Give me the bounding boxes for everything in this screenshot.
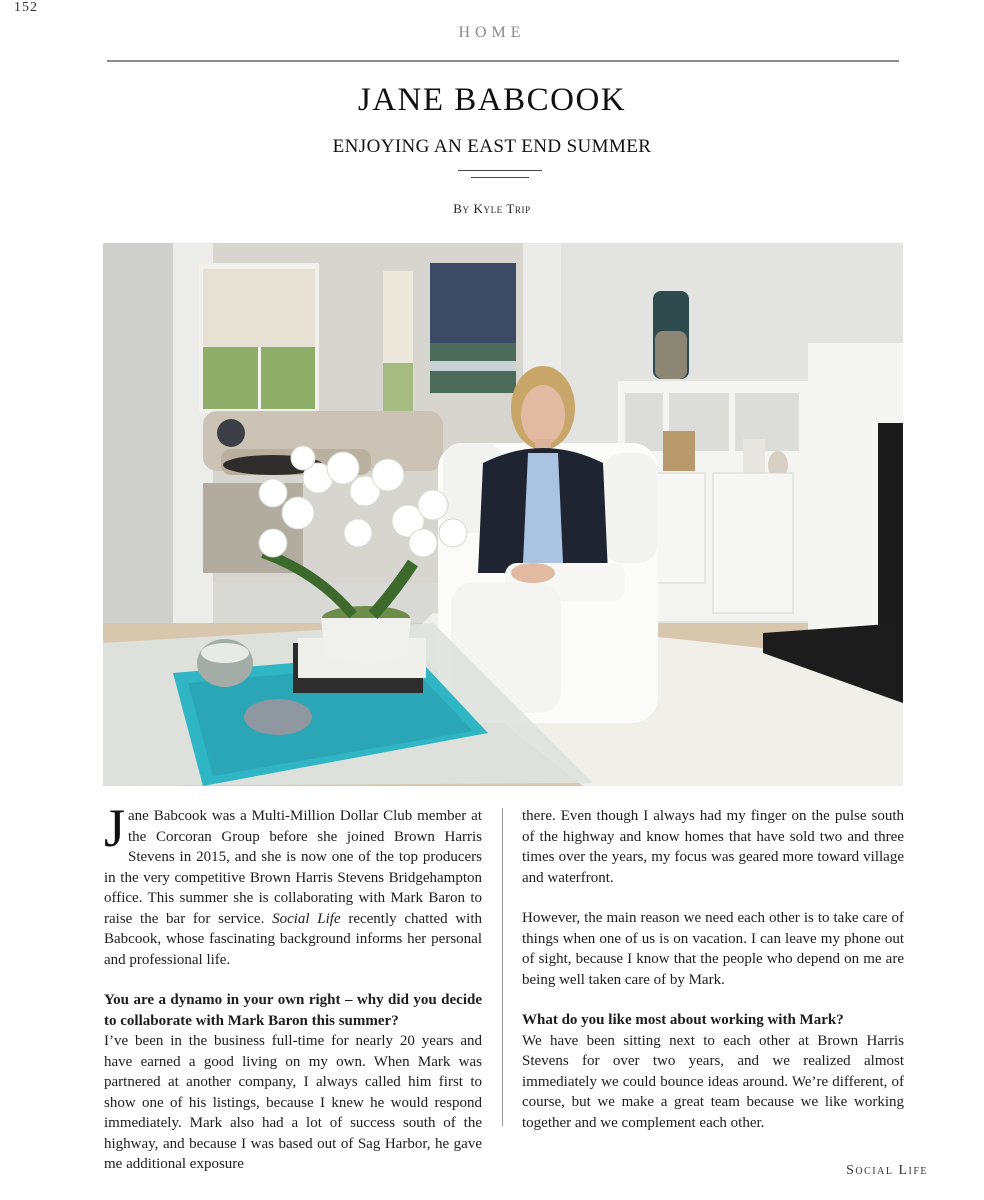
footer-brand: Social Life bbox=[846, 1163, 928, 1178]
byline: By Kyle Trip bbox=[453, 201, 531, 216]
feature-photo bbox=[103, 243, 903, 786]
headline: JANE BABCOOK bbox=[357, 82, 627, 118]
paragraph-2: However, the main reason we need each other is to take care of things when one of us is on vacation. I can leave my phone out of sight, because I know that the people who depend on me are being well taken care of by Mark. bbox=[522, 910, 904, 988]
magazine-name-italic: Social Life bbox=[272, 910, 341, 927]
column-divider bbox=[502, 808, 503, 1126]
answer-2: We have been sitting next to each other at Brown Harris Stevens for over two years, and we realized almost immediately we could bounce ideas around. We’re different, of course, but we make a great team because we like working together and we complement each other. bbox=[522, 1032, 904, 1131]
answer-1-continued: there. Even though I always had my finger on the pulse south of the highway and know homes that have sold two and three times over the years, my focus was geared more toward village and waterfront. bbox=[522, 808, 904, 886]
intro-text: ane Babcook was a Multi-Million Dollar Club member at the Corcoran Group before she joined Brown Harris Stevens in 2015, and she is now one of the top producers in the very competitive Brown Harris Stevens Bridgehampton office. This summer she is collaborating with Mark Baron to raise the bar for service. bbox=[104, 808, 482, 927]
article-column-right bbox=[522, 806, 904, 1133]
subheadline: ENJOYING AN EAST END SUMMER bbox=[332, 136, 652, 157]
intro-paragraph bbox=[104, 798, 483, 970]
article-column-left bbox=[104, 798, 483, 1175]
section-title: HOME bbox=[458, 24, 526, 41]
question-2: What do you like most about working with Mark? bbox=[522, 1012, 844, 1028]
title-ornament bbox=[458, 170, 542, 178]
page-number: 152 bbox=[14, 0, 38, 15]
header-rule bbox=[107, 60, 899, 62]
photo-illustration bbox=[103, 243, 903, 786]
answer-1: I’ve been in the business full-time for nearly 20 years and have earned a good living on my own. When Mark was partnered at another company, I always called him first to show one of his listings, because I knew he would respond immediately. Mark also had a lot of success south of the highway, and because I was based out of Sag Harbor, he gave me additional exposure bbox=[104, 1033, 482, 1172]
intro-text-end: recently chatted with Babcook, whose fascinating background informs her personal and professional life. bbox=[104, 910, 483, 968]
drop-cap: J bbox=[104, 798, 126, 858]
question-1: You are a dynamo in your own right – why did you decide to collaborate with Mark Baron this summer? bbox=[104, 992, 482, 1029]
